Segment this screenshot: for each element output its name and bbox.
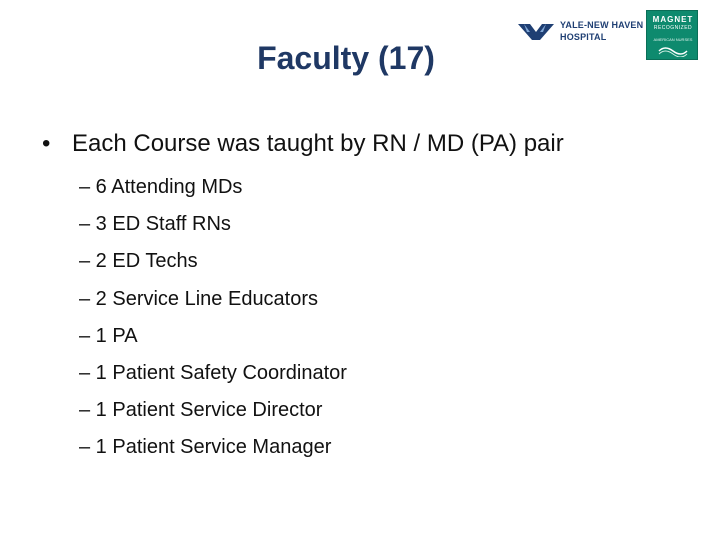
list-item: – 6 Attending MDs (79, 176, 243, 198)
slide-title: Faculty (17) (257, 40, 435, 76)
ynh-logo-text-line1: YALE-NEW HAVEN (560, 20, 644, 30)
magnet-badge-org: AMERICAN NURSES (653, 37, 693, 42)
magnet-swirl-icon (657, 45, 689, 57)
list-item: – 1 Patient Service Director (79, 399, 323, 422)
magnet-recognized-badge (646, 10, 698, 60)
sub-bullet-list (79, 172, 347, 470)
main-bullet (42, 130, 564, 158)
main-bullet-text: Each Course was taught by RN / MD (PA) pair (72, 130, 564, 157)
list-item: – 1 Patient Service Manager (79, 436, 332, 459)
list-item: – 2 ED Techs (79, 250, 198, 273)
yale-new-haven-logo (516, 18, 644, 48)
magnet-badge-title: MAGNET (652, 15, 694, 24)
bullet-dot: • (42, 130, 51, 157)
list-item: – 2 Service Line Educators (79, 287, 319, 310)
ynh-wing-icon (516, 20, 556, 44)
list-item: – 1 Patient Safety Coordinator (79, 361, 347, 384)
magnet-badge-subtitle: RECOGNIZED (653, 25, 693, 31)
list-item: – 1 PA (79, 324, 138, 347)
list-item: – 3 ED Staff RNs (79, 213, 231, 236)
ynh-logo-text-line2: HOSPITAL (560, 32, 607, 42)
